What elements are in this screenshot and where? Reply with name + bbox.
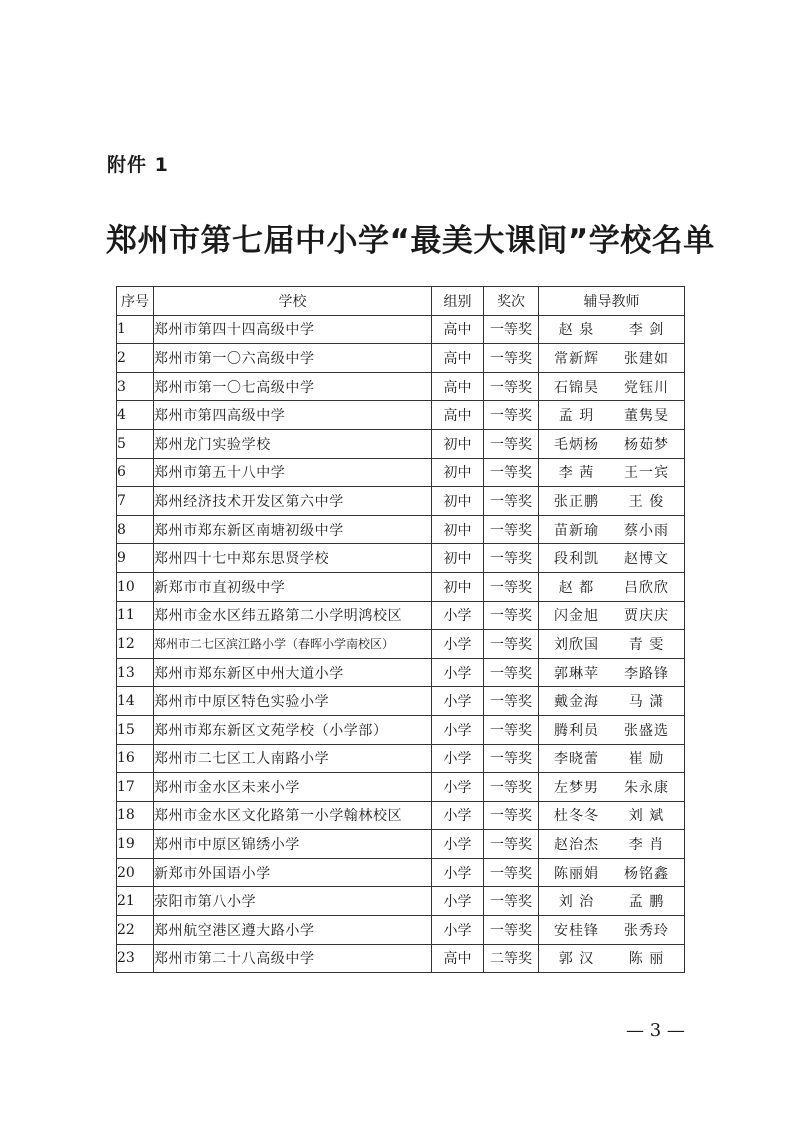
advisor-teachers — [539, 544, 685, 573]
school-name: 郑州市金水区文化路第一小学翰林校区 — [154, 801, 432, 830]
teacher-1: 赵 泉 — [558, 322, 595, 339]
teacher-2: 党钰川 — [624, 379, 669, 396]
table-row — [117, 429, 685, 458]
group: 小学 — [432, 630, 484, 659]
document-title: 郑州市第七届中小学“最美大课间”学校名单 — [106, 223, 715, 259]
table-row — [117, 687, 685, 716]
teacher-1: 李 茜 — [558, 465, 595, 482]
teacher-1: 苗新瑜 — [554, 522, 599, 539]
teacher-2: 张建如 — [624, 350, 669, 367]
school-name: 郑州市二七区滨江路小学（春晖小学南校区） — [154, 630, 432, 659]
table-row — [117, 572, 685, 601]
award: 一等奖 — [484, 773, 539, 802]
teacher-2: 李路锋 — [624, 665, 669, 682]
school-name: 郑州航空港区遵大路小学 — [154, 916, 432, 945]
group: 初中 — [432, 515, 484, 544]
teacher-1: 刘欣国 — [554, 636, 599, 653]
table-row — [117, 916, 685, 945]
teacher-1: 郭 汉 — [558, 951, 595, 968]
school-name: 郑州市郑东新区南塘初级中学 — [154, 515, 432, 544]
award: 一等奖 — [484, 858, 539, 887]
award: 一等奖 — [484, 372, 539, 401]
school-name: 荥阳市第八小学 — [154, 887, 432, 916]
award: 一等奖 — [484, 487, 539, 516]
award: 一等奖 — [484, 315, 539, 344]
group: 高中 — [432, 315, 484, 344]
advisor-teachers — [539, 315, 685, 344]
teacher-1: 闪金旭 — [554, 608, 599, 625]
school-name: 郑州市第一〇六高级中学 — [154, 344, 432, 373]
teacher-1: 刘 治 — [558, 894, 595, 911]
table-row — [117, 315, 685, 344]
teacher-2: 刘 斌 — [628, 808, 665, 825]
table-row — [117, 887, 685, 916]
table-row — [117, 401, 685, 430]
table-row — [117, 372, 685, 401]
table-row — [117, 773, 685, 802]
row-number: 17 — [117, 773, 154, 802]
school-name: 郑州市中原区特色实验小学 — [154, 687, 432, 716]
advisor-teachers — [539, 858, 685, 887]
group: 高中 — [432, 344, 484, 373]
school-roster-table — [116, 286, 685, 973]
group: 高中 — [432, 372, 484, 401]
row-number: 22 — [117, 916, 154, 945]
row-number: 2 — [117, 344, 154, 373]
school-name: 新郑市外国语小学 — [154, 858, 432, 887]
award: 二等奖 — [484, 944, 539, 973]
row-number: 14 — [117, 687, 154, 716]
table-row — [117, 830, 685, 859]
award: 一等奖 — [484, 744, 539, 773]
group: 小学 — [432, 715, 484, 744]
teacher-1: 孟 玥 — [558, 408, 595, 425]
table-row — [117, 487, 685, 516]
column-header-teacher: 辅导教师 — [539, 287, 685, 316]
teacher-1: 郭琳苹 — [554, 665, 599, 682]
teacher-2: 马 潇 — [628, 694, 665, 711]
advisor-teachers — [539, 773, 685, 802]
award: 一等奖 — [484, 630, 539, 659]
group: 小学 — [432, 887, 484, 916]
table-header-row — [117, 287, 685, 316]
table-row — [117, 944, 685, 973]
group: 小学 — [432, 858, 484, 887]
row-number: 4 — [117, 401, 154, 430]
school-name: 郑州四十七中郑东思贤学校 — [154, 544, 432, 573]
advisor-teachers — [539, 687, 685, 716]
advisor-teachers — [539, 887, 685, 916]
teacher-1: 段利凯 — [554, 551, 599, 568]
group: 小学 — [432, 801, 484, 830]
advisor-teachers — [539, 658, 685, 687]
group: 小学 — [432, 601, 484, 630]
table-row — [117, 515, 685, 544]
teacher-2: 张秀玲 — [624, 922, 669, 939]
school-name: 郑州市金水区未来小学 — [154, 773, 432, 802]
table-row — [117, 801, 685, 830]
table-row — [117, 544, 685, 573]
column-header-award: 奖次 — [484, 287, 539, 316]
teacher-1: 张正鹏 — [554, 493, 599, 510]
teacher-1: 赵 都 — [558, 579, 595, 596]
teacher-2: 吕欣欣 — [624, 579, 669, 596]
row-number: 1 — [117, 315, 154, 344]
teacher-2: 贾庆庆 — [624, 608, 669, 625]
page-number: — 3 — — [626, 1020, 685, 1041]
teacher-2: 朱永康 — [624, 779, 669, 796]
advisor-teachers — [539, 630, 685, 659]
teacher-2: 赵博文 — [624, 551, 669, 568]
group: 初中 — [432, 429, 484, 458]
teacher-1: 石锦昊 — [554, 379, 599, 396]
table-row — [117, 744, 685, 773]
advisor-teachers — [539, 429, 685, 458]
table-row — [117, 858, 685, 887]
school-name: 郑州经济技术开发区第六中学 — [154, 487, 432, 516]
school-name: 郑州市第一〇七高级中学 — [154, 372, 432, 401]
school-name: 郑州市第二十八高级中学 — [154, 944, 432, 973]
teacher-2: 崔 励 — [628, 751, 665, 768]
row-number: 12 — [117, 630, 154, 659]
award: 一等奖 — [484, 601, 539, 630]
table-row — [117, 344, 685, 373]
table-row — [117, 601, 685, 630]
teacher-2: 孟 鹏 — [628, 894, 665, 911]
school-name: 郑州市第四高级中学 — [154, 401, 432, 430]
award: 一等奖 — [484, 572, 539, 601]
teacher-2: 青 雯 — [628, 636, 665, 653]
award: 一等奖 — [484, 458, 539, 487]
column-header-school: 学校 — [154, 287, 432, 316]
advisor-teachers — [539, 515, 685, 544]
award: 一等奖 — [484, 830, 539, 859]
award: 一等奖 — [484, 658, 539, 687]
advisor-teachers — [539, 744, 685, 773]
row-number: 8 — [117, 515, 154, 544]
school-name: 郑州市郑东新区文苑学校（小学部） — [154, 715, 432, 744]
teacher-2: 王 俊 — [628, 493, 665, 510]
group: 小学 — [432, 773, 484, 802]
row-number: 21 — [117, 887, 154, 916]
school-name: 郑州龙门实验学校 — [154, 429, 432, 458]
award: 一等奖 — [484, 429, 539, 458]
row-number: 7 — [117, 487, 154, 516]
row-number: 5 — [117, 429, 154, 458]
teacher-1: 左梦男 — [554, 779, 599, 796]
award: 一等奖 — [484, 344, 539, 373]
row-number: 18 — [117, 801, 154, 830]
teacher-2: 杨铭鑫 — [624, 865, 669, 882]
row-number: 15 — [117, 715, 154, 744]
teacher-2: 蔡小雨 — [624, 522, 669, 539]
advisor-teachers — [539, 458, 685, 487]
award: 一等奖 — [484, 887, 539, 916]
group: 小学 — [432, 830, 484, 859]
teacher-2: 李 肖 — [628, 837, 665, 854]
row-number: 10 — [117, 572, 154, 601]
row-number: 9 — [117, 544, 154, 573]
teacher-1: 戴金海 — [554, 694, 599, 711]
teacher-1: 腾利员 — [554, 722, 599, 739]
school-name: 郑州市二七区工人南路小学 — [154, 744, 432, 773]
school-name: 郑州市郑东新区中州大道小学 — [154, 658, 432, 687]
advisor-teachers — [539, 715, 685, 744]
table-row — [117, 630, 685, 659]
row-number: 20 — [117, 858, 154, 887]
advisor-teachers — [539, 487, 685, 516]
group: 初中 — [432, 572, 484, 601]
award: 一等奖 — [484, 401, 539, 430]
award: 一等奖 — [484, 715, 539, 744]
row-number: 23 — [117, 944, 154, 973]
advisor-teachers — [539, 944, 685, 973]
advisor-teachers — [539, 572, 685, 601]
award: 一等奖 — [484, 544, 539, 573]
group: 高中 — [432, 401, 484, 430]
school-name: 郑州市第五十八中学 — [154, 458, 432, 487]
teacher-2: 李 剑 — [628, 322, 665, 339]
award: 一等奖 — [484, 916, 539, 945]
advisor-teachers — [539, 801, 685, 830]
table-row — [117, 658, 685, 687]
school-name: 郑州市金水区纬五路第二小学明鸿校区 — [154, 601, 432, 630]
table-body — [117, 315, 685, 973]
table-row — [117, 458, 685, 487]
school-name: 郑州市第四十四高级中学 — [154, 315, 432, 344]
row-number: 3 — [117, 372, 154, 401]
column-header-no: 序号 — [117, 287, 154, 316]
teacher-2: 杨茹梦 — [624, 436, 669, 453]
teacher-1: 安桂锋 — [554, 922, 599, 939]
table-row — [117, 715, 685, 744]
school-name: 郑州市中原区锦绣小学 — [154, 830, 432, 859]
school-name: 新郑市市直初级中学 — [154, 572, 432, 601]
advisor-teachers — [539, 601, 685, 630]
award: 一等奖 — [484, 687, 539, 716]
row-number: 19 — [117, 830, 154, 859]
row-number: 16 — [117, 744, 154, 773]
attachment-label: 附件 1 — [107, 154, 169, 176]
group: 高中 — [432, 944, 484, 973]
column-header-group: 组别 — [432, 287, 484, 316]
group: 初中 — [432, 458, 484, 487]
group: 小学 — [432, 916, 484, 945]
advisor-teachers — [539, 830, 685, 859]
teacher-1: 毛炳杨 — [554, 436, 599, 453]
group: 初中 — [432, 487, 484, 516]
teacher-2: 张盛选 — [624, 722, 669, 739]
group: 小学 — [432, 744, 484, 773]
advisor-teachers — [539, 916, 685, 945]
row-number: 11 — [117, 601, 154, 630]
row-number: 6 — [117, 458, 154, 487]
teacher-1: 常新辉 — [554, 350, 599, 367]
advisor-teachers — [539, 344, 685, 373]
row-number: 13 — [117, 658, 154, 687]
group: 初中 — [432, 544, 484, 573]
group: 小学 — [432, 687, 484, 716]
teacher-1: 李晓蕾 — [554, 751, 599, 768]
teacher-1: 杜冬冬 — [554, 808, 599, 825]
teacher-1: 赵治杰 — [554, 837, 599, 854]
teacher-1: 陈丽娟 — [554, 865, 599, 882]
award: 一等奖 — [484, 801, 539, 830]
teacher-2: 王一宾 — [624, 465, 669, 482]
award: 一等奖 — [484, 515, 539, 544]
teacher-2: 陈 丽 — [628, 951, 665, 968]
advisor-teachers — [539, 372, 685, 401]
group: 小学 — [432, 658, 484, 687]
teacher-2: 董隽旻 — [624, 408, 669, 425]
advisor-teachers — [539, 401, 685, 430]
